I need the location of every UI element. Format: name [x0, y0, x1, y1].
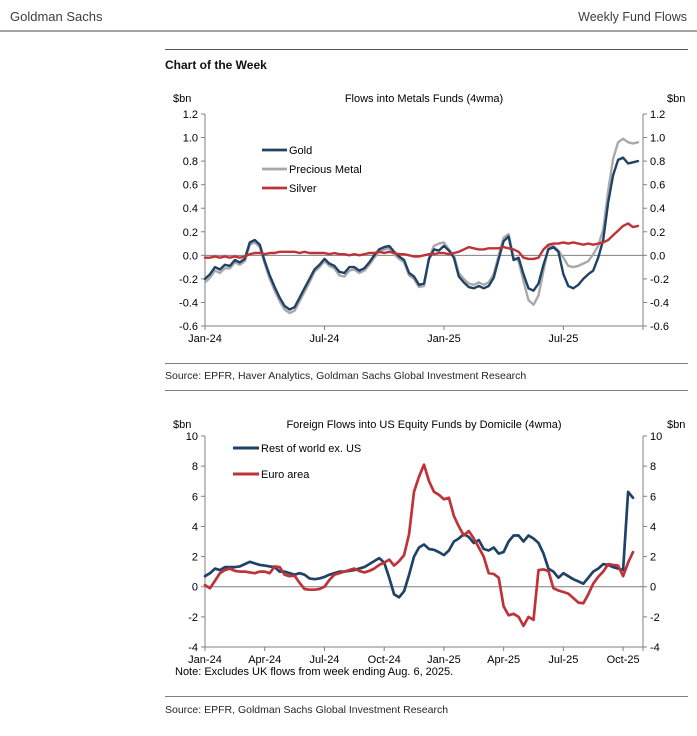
svg-text:2: 2 — [191, 551, 198, 564]
svg-text:0.6: 0.6 — [650, 179, 666, 192]
svg-text:Euro area: Euro area — [261, 469, 310, 481]
svg-text:8: 8 — [191, 461, 198, 474]
svg-text:Silver: Silver — [289, 183, 317, 195]
svg-text:6: 6 — [650, 491, 657, 504]
svg-text:-2: -2 — [650, 611, 660, 624]
svg-text:Rest of world ex. US: Rest of world ex. US — [261, 443, 362, 455]
svg-text:-0.6: -0.6 — [179, 321, 198, 333]
svg-text:Jul-25: Jul-25 — [548, 654, 579, 666]
source-note-metals: Source: EPFR, Haver Analytics, Goldman Sachs Global Investment Research — [165, 363, 688, 391]
svg-text:1.2: 1.2 — [182, 109, 198, 121]
svg-text:-0.4: -0.4 — [650, 297, 669, 310]
svg-text:-0.6: -0.6 — [650, 321, 669, 333]
svg-text:-4: -4 — [650, 642, 660, 654]
svg-text:0.2: 0.2 — [182, 226, 198, 239]
svg-text:Jul-24: Jul-24 — [309, 654, 340, 666]
svg-text:10: 10 — [185, 431, 198, 443]
svg-text:$bn: $bn — [173, 419, 192, 431]
section-title: Chart of the Week — [165, 49, 688, 72]
source-note-equity: Source: EPFR, Goldman Sachs Global Investment Research — [165, 696, 688, 724]
svg-text:Jan-24: Jan-24 — [188, 333, 222, 345]
svg-text:0: 0 — [191, 581, 198, 594]
svg-text:1.0: 1.0 — [650, 132, 666, 145]
svg-text:4: 4 — [191, 521, 198, 534]
svg-text:4: 4 — [650, 521, 657, 534]
svg-text:Jul-24: Jul-24 — [309, 333, 340, 345]
svg-text:Jul-25: Jul-25 — [548, 333, 579, 345]
svg-text:-0.4: -0.4 — [179, 297, 198, 310]
svg-text:0.0: 0.0 — [182, 250, 198, 263]
svg-text:0.4: 0.4 — [650, 203, 666, 216]
us-equity-foreign-flows-chart — [165, 412, 690, 684]
svg-text:0.0: 0.0 — [650, 250, 666, 263]
svg-text:$bn: $bn — [667, 93, 686, 105]
svg-text:Gold: Gold — [289, 145, 313, 157]
content-column — [165, 49, 688, 724]
svg-text:Foreign Flows into US Equity F: Foreign Flows into US Equity Funds by Domicile (4wma) — [286, 419, 562, 431]
svg-text:$bn: $bn — [173, 93, 192, 105]
svg-text:0.8: 0.8 — [182, 156, 198, 169]
report-header — [0, 0, 697, 32]
svg-text:$bn: $bn — [667, 419, 686, 431]
svg-text:-4: -4 — [188, 642, 198, 654]
goldman-sachs-logo-text: Goldman Sachs — [10, 9, 103, 24]
svg-text:0.6: 0.6 — [182, 179, 198, 192]
svg-text:-0.2: -0.2 — [179, 273, 198, 286]
svg-text:0.8: 0.8 — [650, 156, 666, 169]
svg-text:Jan-24: Jan-24 — [188, 654, 222, 666]
svg-text:0.4: 0.4 — [182, 203, 198, 216]
report-title: Weekly Fund Flows — [578, 10, 687, 24]
svg-text:Oct-25: Oct-25 — [606, 654, 640, 666]
svg-text:Apr-24: Apr-24 — [248, 654, 282, 666]
svg-text:6: 6 — [191, 491, 198, 504]
svg-text:0.2: 0.2 — [650, 226, 666, 239]
svg-text:Note: Excludes UK flows from w: Note: Excludes UK flows from week ending Aug. 6, 2025. — [175, 666, 454, 678]
svg-text:1.0: 1.0 — [182, 132, 198, 145]
svg-text:8: 8 — [650, 461, 657, 474]
svg-text:0: 0 — [650, 581, 657, 594]
svg-text:2: 2 — [650, 551, 657, 564]
svg-text:10: 10 — [650, 431, 663, 443]
svg-text:Apr-25: Apr-25 — [487, 654, 521, 666]
svg-text:Flows into Metals Funds (4wma): Flows into Metals Funds (4wma) — [344, 93, 504, 105]
svg-text:Jan-25: Jan-25 — [427, 333, 461, 345]
svg-text:-0.2: -0.2 — [650, 273, 669, 286]
svg-text:Jan-25: Jan-25 — [427, 654, 461, 666]
metals-funds-chart — [165, 86, 690, 348]
svg-text:Precious Metal: Precious Metal — [289, 164, 362, 176]
svg-text:1.2: 1.2 — [650, 109, 666, 121]
svg-text:-2: -2 — [188, 611, 198, 624]
svg-text:Oct-24: Oct-24 — [367, 654, 401, 666]
